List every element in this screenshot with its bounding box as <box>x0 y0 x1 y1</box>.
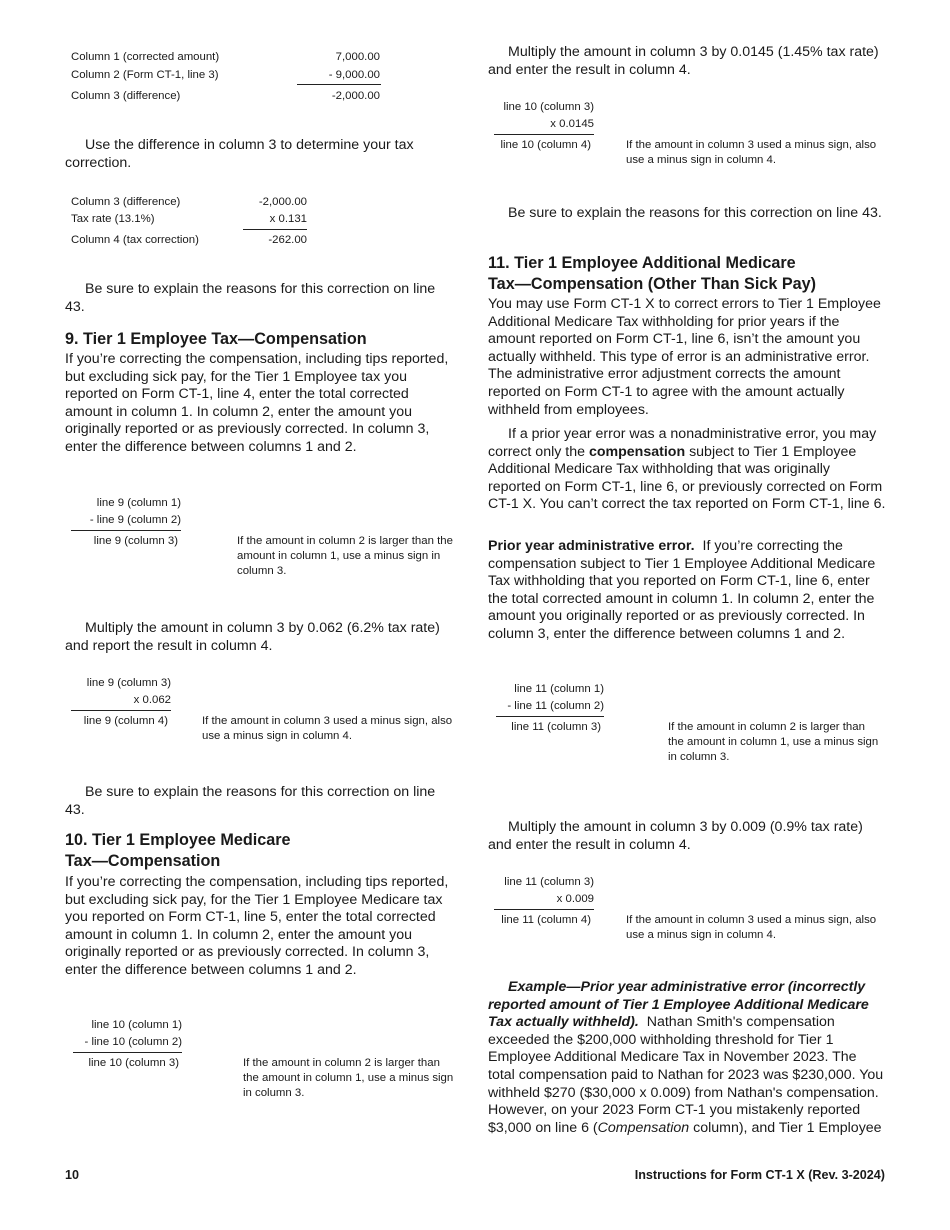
calc1-label-col3: Column 3 (difference) <box>71 90 181 102</box>
calc2-label-col3: Column 3 (difference) <box>71 196 181 208</box>
section-9-explain: Be sure to explain the reasons for this correction on line 43. <box>65 784 436 818</box>
section-11-body-2-post: subject to Tier 1 Employee Additional Medicare Tax withholding that was originally reported on Form CT-1, line 6, or previously corrected on Form CT-1 X. You can’t correct the tax reported on Form CT-1, line 6. <box>488 443 886 513</box>
section-11-heading-line2: Tax—Compensation (Other Than Sick Pay) <box>488 275 817 293</box>
s11-d2-line-b: x 0.009 <box>556 893 594 905</box>
example-body-pre: Nathan Smith's compensation exceeded the $200,000 withholding threshold for Tier 1 Employee Additional Medicare Tax in November 2023. The total compensation paid to Nathan for 2023 was $230,000. You withheld $270 ($30,000 x 0.009) from Nathan's compensation. However, on your 2023 Form CT-1 you mistakenly reported $3,000 on line 6 ( <box>488 1014 884 1136</box>
s10-d2-line-a: line 10 (column 3) <box>503 101 594 113</box>
s9-d1-line-c: line 9 (column 3) <box>93 535 178 547</box>
section-10-multiply: Multiply the amount in column 3 by 0.0145 (1.45% tax rate) and enter the result in column 4. <box>488 44 879 78</box>
example-body-post: column), and Tier 1 Employee <box>689 1119 882 1136</box>
prior-year-admin-error-paragraph <box>488 538 886 644</box>
s10-d1-note: If the amount in column 2 is larger than the amount in column 1, use a minus sign in column 3. <box>243 1057 454 1099</box>
page-number: 10 <box>65 1168 80 1182</box>
s10-d2-rule <box>494 134 594 135</box>
section-11-body-1: You may use Form CT-1 X to correct errors to Tier 1 Employee Additional Medicare Tax withholding for prior years if the amount reported on Form CT-1, line 6, isn’t the amount you actually withheld. This type of error is an administrative error. The administrative error adjustment corrects the amount reported on Form CT-1 to agree with the amount actually withheld from employees. <box>488 296 881 418</box>
section-11-multiply: Multiply the amount in column 3 by 0.009 (0.9% tax rate) and enter the result in column 4. <box>488 819 863 853</box>
section-11-heading-line1: 11. Tier 1 Employee Additional Medicare <box>488 254 796 272</box>
section-11-body-2-bold: compensation <box>588 443 686 460</box>
s9-d2-rule <box>71 710 171 711</box>
s11-d2-line-c: line 11 (column 4) <box>501 914 591 926</box>
s9-d2-line-c: line 9 (column 4) <box>83 715 168 727</box>
s10-d2-line-b: x 0.0145 <box>550 118 594 130</box>
section-11-body-2-pre: If a prior year error was a nonadministrative error, you may correct only the <box>488 426 877 460</box>
calc2-label-rate: Tax rate (13.1%) <box>71 213 155 225</box>
example-title: Example—Prior year administrative error (incorrectly reported amount of Tier 1 Employee Additional Medicare Tax actually withheld). <box>488 979 869 1031</box>
s9-d2-line-a: line 9 (column 3) <box>86 677 171 689</box>
section-10-explain: Be sure to explain the reasons for this correction on line 43. <box>508 205 882 221</box>
s9-d1-rule <box>71 530 181 531</box>
footer-form-title: Instructions for Form CT-1 X (Rev. 3-2024) <box>634 1168 885 1182</box>
s11-d2-rule <box>494 909 594 910</box>
s10-d2-note: If the amount in column 3 used a minus sign, also use a minus sign in column 4. <box>626 139 877 166</box>
s11-d1-note: If the amount in column 2 is larger than the amount in column 1, use a minus sign in column 3. <box>668 721 879 763</box>
section-10-heading-line2: Tax—Compensation <box>65 852 221 870</box>
example-body-italic: Compensation <box>597 1119 690 1136</box>
calc2-label-col4: Column 4 (tax correction) <box>71 234 199 246</box>
calc1-value-col1: 7,000.00 <box>335 51 380 63</box>
s9-d1-line-b: - line 9 (column 2) <box>89 514 181 526</box>
s11-d1-line-a: line 11 (column 1) <box>514 683 604 695</box>
s9-d2-note: If the amount in column 3 used a minus sign, also use a minus sign in column 4. <box>202 715 453 742</box>
prior-year-admin-error-body: If you’re correcting the compensation subject to Tier 1 Employee Additional Medicare Tax withholding that you reported on Form CT-1, line 6, enter the total corrected amount in column 1. In column 2, enter the amount you originally reported or as previously corrected. In column 3, enter the difference between columns 1 and 2. <box>488 538 876 642</box>
calc2-value-col3: -2,000.00 <box>258 196 307 208</box>
calc1-value-col3: -2,000.00 <box>331 90 380 102</box>
s11-d1-line-c: line 11 (column 3) <box>511 721 601 733</box>
s9-d1-line-a: line 9 (column 1) <box>96 497 181 509</box>
s10-d1-line-a: line 10 (column 1) <box>91 1019 182 1031</box>
s10-d1-line-b: - line 10 (column 2) <box>84 1036 182 1048</box>
para-use-difference: Use the difference in column 3 to determine your tax correction. <box>65 137 414 171</box>
section-10-body: If you’re correcting the compensation, including tips reported, but excluding sick pay, for the Tier 1 Employee Medicare tax you reported on Form CT-1, line 5, enter the total corrected amount in column 1. In column 2, enter the amount you originally reported or as previously corrected. In column 3, enter the difference between columns 1 and 2. <box>65 874 449 978</box>
para-explain-1: Be sure to explain the reasons for this correction on line 43. <box>65 281 436 315</box>
example-paragraph <box>488 979 886 1137</box>
calc2-rule <box>243 229 307 230</box>
s9-d2-line-b: x 0.062 <box>133 694 171 706</box>
section-10-heading-line1: 10. Tier 1 Employee Medicare <box>65 831 291 849</box>
section-11-body-2 <box>488 426 886 514</box>
s11-d1-line-b: - line 11 (column 2) <box>507 700 604 712</box>
s10-d1-rule <box>73 1052 182 1053</box>
calc2-value-rate: x 0.131 <box>269 213 307 225</box>
section-9-body: If you’re correcting the compensation, including tips reported, but excluding sick pay, for the Tier 1 Employee tax you reported on Form CT-1, line 4, enter the total corrected amount in column 1. In column 2, enter the amount you originally reported or as previously corrected. In column 3, enter the difference between columns 1 and 2. <box>65 351 449 455</box>
s10-d2-line-c: line 10 (column 4) <box>500 139 591 151</box>
section-9-heading: 9. Tier 1 Employee Tax—Compensation <box>65 330 367 348</box>
calc2-value-col4: -262.00 <box>268 234 307 246</box>
calc1-label-col1: Column 1 (corrected amount) <box>71 51 220 63</box>
s9-d1-note: If the amount in column 2 is larger than the amount in column 1, use a minus sign in column 3. <box>237 535 453 577</box>
calc1-label-col2: Column 2 (Form CT-1, line 3) <box>71 69 219 81</box>
s11-d2-note: If the amount in column 3 used a minus sign, also use a minus sign in column 4. <box>626 914 877 941</box>
section-9-multiply: Multiply the amount in column 3 by 0.062 (6.2% tax rate) and report the result in column 4. <box>65 620 440 654</box>
calc1-value-col2: - 9,000.00 <box>328 69 380 81</box>
s10-d1-line-c: line 10 (column 3) <box>88 1057 179 1069</box>
prior-year-admin-error-label: Prior year administrative error. <box>488 538 695 554</box>
calc1-rule <box>297 84 381 85</box>
s11-d1-rule <box>496 716 604 717</box>
s11-d2-line-a: line 11 (column 3) <box>504 876 594 888</box>
